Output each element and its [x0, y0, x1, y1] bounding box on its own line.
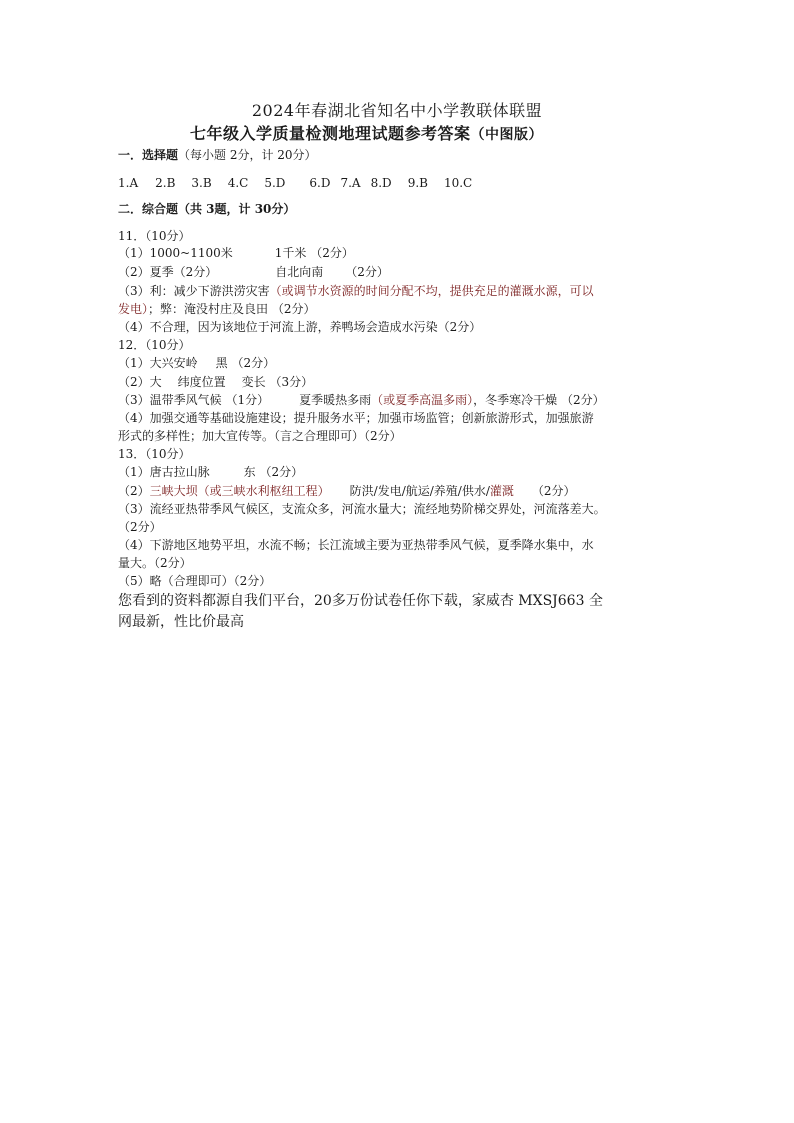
answer-6: 6.D [309, 176, 331, 190]
q12-part4-cont: 形式的多样性；加大宣传等。（言之合理即可）（2分） [118, 429, 402, 443]
q12-part2-a: （2）大 [118, 375, 162, 389]
q11-part1-b: 1千米 （2分） [274, 246, 354, 260]
q13-part3: （3）流经亚热带季风气候区，支流众多，河流水量大；流经地势阶梯交界处，河流落差大。 [118, 502, 606, 516]
q11-part3-alt-end: 发电） [118, 302, 149, 316]
q13-part2-answer: 三峡大坝（或三峡水利枢纽工程） [149, 484, 330, 498]
q12-part1 [118, 355, 275, 371]
q11-part1-a: （1）1000~1100米 [118, 246, 233, 260]
section2-heading: 二．综合题（共 3题，计 30分） [118, 202, 296, 216]
q13-heading: 13．（10分） [118, 447, 191, 461]
promo-line-1: 您看到的资料都源自我们平台，20多万份试卷任你下载，家威杏 MXSJ663 全 [118, 593, 603, 609]
q11-part4: （4）不合理，因为该地位于河流上游，养鸭场会造成水污染（2分） [118, 320, 482, 334]
q12-part3-b: 夏季暖热多雨 [299, 393, 372, 407]
q13-part2-irrigation: 灌溉 [489, 484, 514, 498]
title-line-1: 2024年春湖北省知名中小学教联体联盟 [251, 101, 543, 120]
answer-10: 10.C [443, 176, 473, 190]
q12-part3-alt: （或夏季高温多雨） [371, 393, 474, 407]
q12-part2-b: 纬度位置 [177, 375, 226, 389]
answer-2: 2.B [155, 176, 176, 190]
q12-part4: （4）加强交通等基础设施建设；提升服务水平；加强市场监管；创新旅游形式，加强旅游 [118, 411, 594, 425]
q11-part3-a: （3）利：减少下游洪涝灾害 [118, 284, 270, 298]
q12-part1-a: （1）大兴安岭 [118, 356, 198, 370]
answer-4: 4.C [227, 176, 249, 190]
q12-part1-b: 黑 （2分） [215, 356, 276, 370]
q11-part2-b: 自北向南 [275, 265, 324, 279]
title-line-2 [190, 121, 543, 144]
section1-header [118, 147, 317, 163]
choice-answers [118, 175, 472, 191]
q11-part2-a: （2）夏季（2分） [118, 265, 218, 279]
title-edition: （中图版） [470, 127, 544, 143]
q13-part5: （5）略（合理即可）（2分） [118, 574, 272, 588]
q12-part3 [118, 392, 605, 408]
q11-part3-b: ；弊：淹没村庄及良田 （2分） [148, 302, 316, 316]
q13-part4: （4）下游地区地势平坦，水流不畅；长江流域主要为亚热带季风气候，夏季降水集中，水 [118, 538, 594, 552]
answer-9: 9.B [407, 176, 428, 190]
answer-5: 5.D [264, 176, 286, 190]
q12-part3-a: （3）温带季风气候 （1分） [118, 393, 270, 407]
q11-part3 [118, 283, 594, 299]
section1-note: （每小题 2分，计 20分） [178, 148, 317, 162]
q13-part2-c: （2分） [531, 484, 576, 498]
q13-part1-b: 东 （2分） [243, 465, 304, 479]
q12-heading: 12．（10分） [118, 338, 191, 352]
q13-part2-a: （2） [118, 484, 150, 498]
promo-line-2: 网最新，性比价最高 [118, 614, 244, 630]
q13-part3-score: （2分） [118, 520, 162, 534]
q13-part4-cont: 量大。（2分） [118, 556, 192, 570]
answer-3: 3.B [191, 176, 212, 190]
answer-7: 7.A [340, 176, 361, 190]
q11-part3-cont [118, 301, 315, 317]
q13-part2 [118, 483, 576, 499]
answer-1: 1.A [118, 176, 139, 190]
q13-part1-a: （1）唐古拉山脉 [118, 465, 210, 479]
answer-8: 8.D [370, 176, 392, 190]
q12-part2-c: 变长 （3分） [241, 375, 314, 389]
title-main: 七年级入学质量检测地理试题参考答案 [190, 124, 471, 143]
q12-part2 [118, 374, 313, 390]
section1-heading: 一．选择题 [118, 148, 179, 162]
q11-part2-c: （2分） [345, 265, 389, 279]
q11-part1 [118, 245, 354, 261]
q13-part2-b: 防洪/发电/航运/养殖/供水/ [349, 484, 490, 498]
q13-part1 [118, 464, 303, 480]
q11-heading: 11．（10分） [118, 229, 191, 243]
q11-part2 [118, 264, 389, 280]
q12-part3-c: ，冬季寒冷干燥 （2分） [473, 393, 605, 407]
q11-part3-alt: （或调节水资源的时间分配不均，提供充足的灌溉水源，可以 [269, 284, 594, 298]
